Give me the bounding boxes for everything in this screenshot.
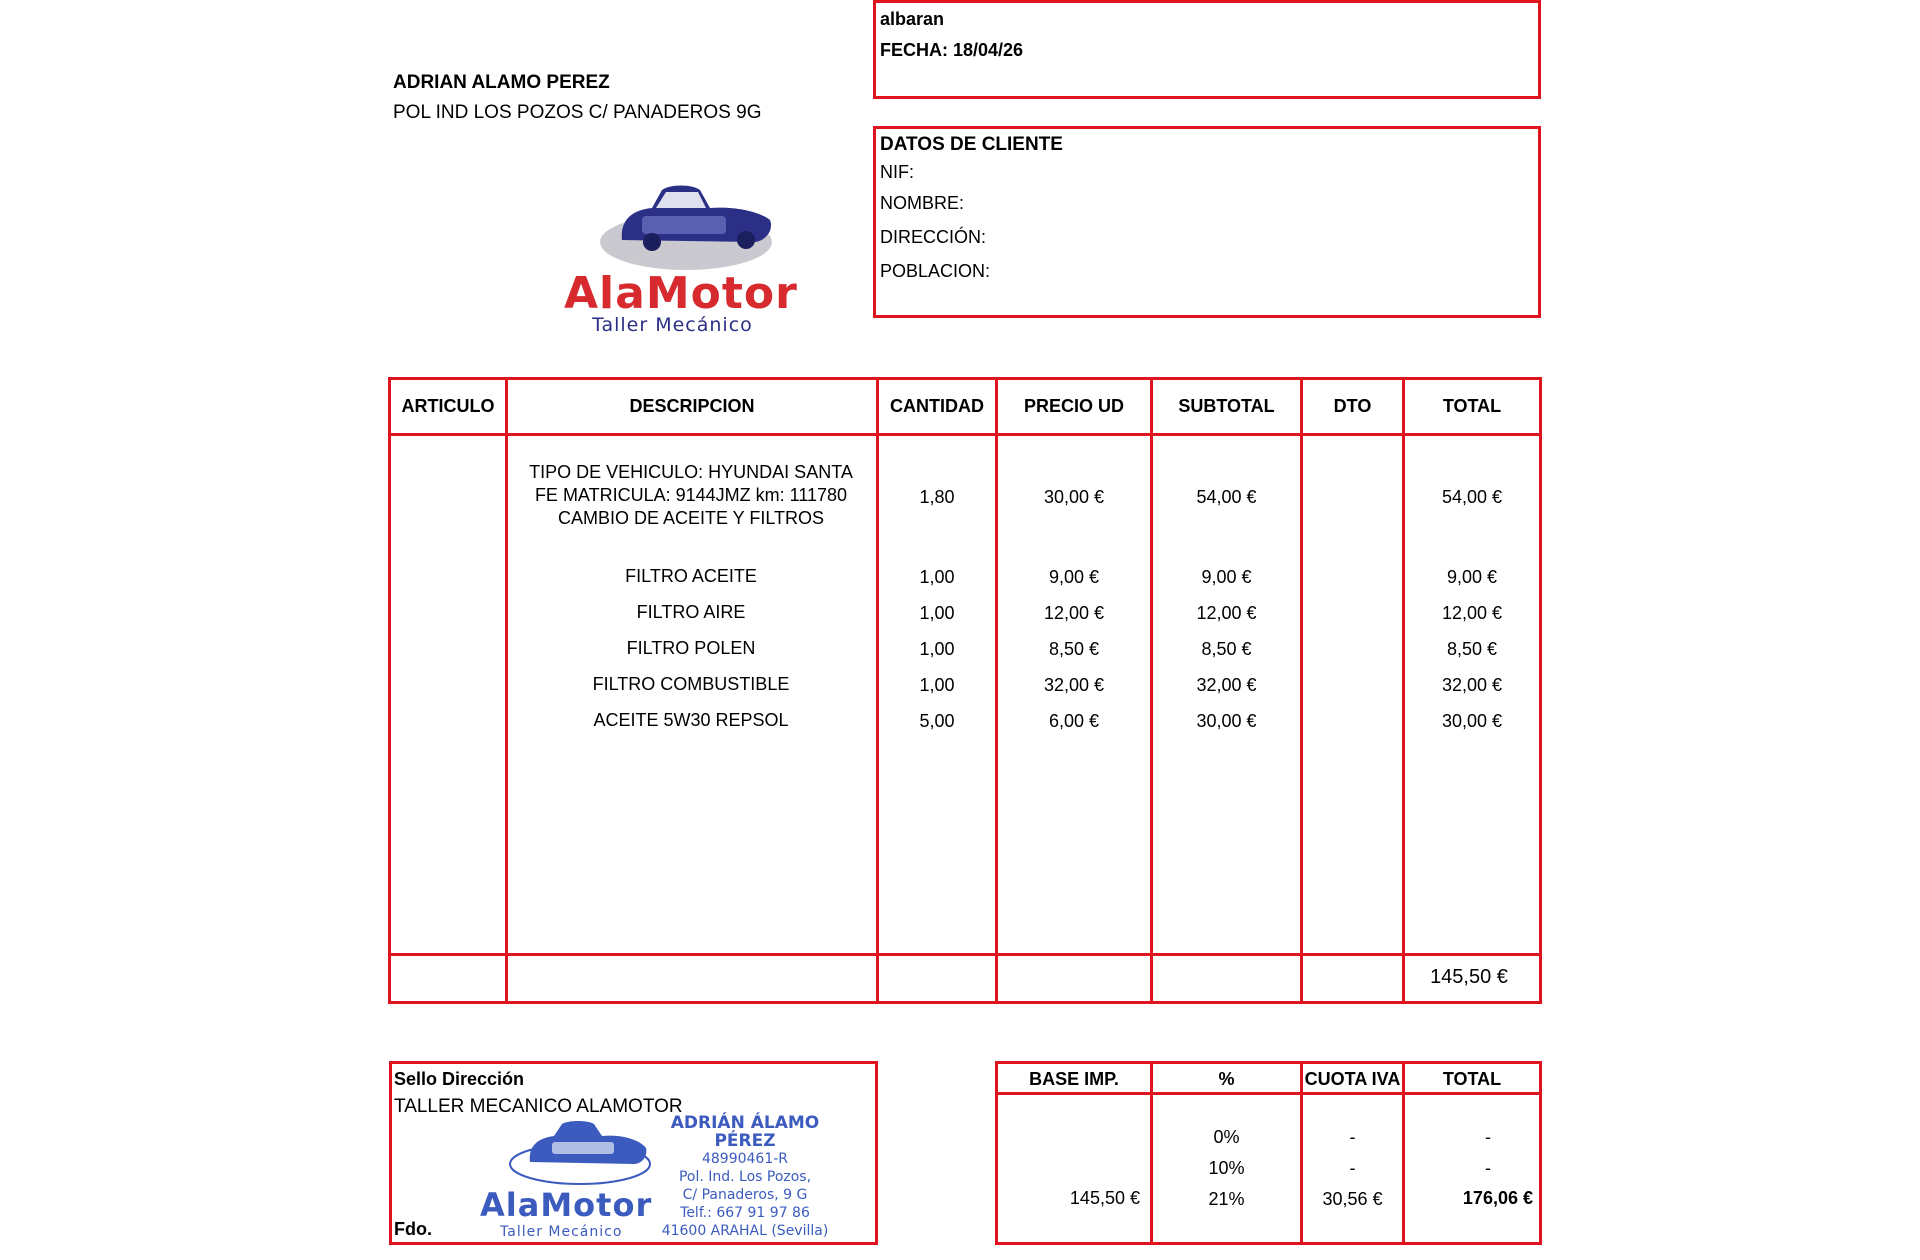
header-articulo: ARTICULO: [401, 396, 495, 416]
table-total-divider: [388, 953, 1542, 956]
issuer-name: ADRIAN ALAMO PEREZ: [393, 72, 610, 93]
car-icon: [560, 180, 820, 280]
table-sum-total: 145,50 €: [1430, 966, 1508, 988]
stamp-line: Telf.: 667 91 97 86: [680, 1205, 810, 1221]
row-subtotal: 54,00 €: [1196, 487, 1257, 507]
row-description: FILTRO ACEITE: [625, 566, 757, 586]
row-unit-price: 12,00 €: [1043, 603, 1105, 623]
stamp-line: ADRIÁN ÁLAMO PÉREZ: [670, 1113, 820, 1151]
tax-header-total: TOTAL: [1442, 1069, 1502, 1089]
stamp-line: 41600 ARAHAL (Sevilla): [661, 1223, 829, 1239]
grand-total: 176,06 €: [1462, 1188, 1533, 1208]
row-total: 8,50 €: [1446, 639, 1498, 659]
client-address-label: DIRECCIÓN:: [880, 227, 987, 247]
stamp-line: C/ Panaderos, 9 G: [682, 1187, 808, 1203]
header-cantidad: CANTIDAD: [890, 396, 984, 416]
header-descripcion: DESCRIPCION: [629, 396, 755, 416]
tax-header-divider: [995, 1092, 1542, 1095]
stamp-business-name: TALLER MECANICO ALAMOTOR: [394, 1096, 683, 1117]
tax-total: -: [1485, 1158, 1491, 1178]
tax-header-cuota: CUOTA IVA: [1304, 1069, 1401, 1089]
row-quantity: 1,00: [919, 603, 955, 623]
header-precio: PRECIO UD: [1023, 396, 1124, 416]
row-quantity: 1,80: [919, 487, 955, 507]
document-date: FECHA: 18/04/26: [880, 40, 1024, 60]
row-subtotal: 9,00 €: [1201, 567, 1252, 587]
stamp-brand: AlaMotor: [480, 1186, 653, 1224]
row-total: 30,00 €: [1441, 711, 1503, 731]
tax-cuota: -: [1349, 1158, 1356, 1178]
row-subtotal: 30,00 €: [1196, 711, 1257, 731]
row-description: FILTRO POLEN: [626, 638, 756, 658]
row-unit-price: 8,50 €: [1048, 639, 1100, 659]
row-description: ACEITE 5W30 REPSOL: [593, 710, 789, 730]
row-subtotal: 12,00 €: [1196, 603, 1257, 623]
tax-rate: 0%: [1213, 1127, 1240, 1147]
stamp-tagline: Taller Mecánico: [500, 1224, 623, 1240]
tax-rate: 21%: [1208, 1189, 1245, 1209]
row-quantity: 1,00: [919, 639, 955, 659]
tax-rate: 10%: [1208, 1158, 1245, 1178]
stamp-text-block: [655, 1114, 835, 1240]
row-quantity: 1,00: [919, 675, 955, 695]
tax-cuota: 30,56 €: [1322, 1189, 1383, 1209]
stamp-title: Sello Dirección: [394, 1069, 525, 1089]
row-unit-price: 6,00 €: [1048, 711, 1100, 731]
table-row-description: [508, 461, 874, 530]
car-icon: [500, 1118, 660, 1188]
signature-label: Fdo.: [394, 1219, 432, 1239]
client-nif-label: NIF:: [880, 162, 914, 182]
issuer-address: POL IND LOS POZOS C/ PANADEROS 9G: [393, 102, 762, 123]
header-subtotal: SUBTOTAL: [1178, 396, 1275, 416]
row-description: FILTRO COMBUSTIBLE: [592, 674, 790, 694]
row-quantity: 5,00: [919, 711, 955, 731]
description-line: FE MATRICULA: 9144JMZ km: 111780: [534, 485, 848, 505]
row-description: FILTRO AIRE: [636, 602, 746, 622]
client-name-label: NOMBRE:: [880, 193, 965, 213]
header-total: TOTAL: [1442, 396, 1502, 416]
row-total: 54,00 €: [1441, 487, 1503, 507]
description-line: CAMBIO DE ACEITE Y FILTROS: [557, 508, 825, 528]
header-dto: DTO: [1333, 396, 1372, 416]
document-type: albaran: [880, 9, 945, 29]
logo-tagline: Taller Mecánico: [592, 314, 753, 336]
tax-header-rate: %: [1218, 1069, 1235, 1089]
stamp-line: 48990461-R: [701, 1151, 789, 1167]
row-unit-price: 9,00 €: [1048, 567, 1100, 587]
tax-cuota: -: [1349, 1127, 1356, 1147]
row-quantity: 1,00: [919, 567, 955, 587]
client-title: DATOS DE CLIENTE: [880, 134, 1063, 155]
company-logo: [560, 180, 820, 335]
description-line: TIPO DE VEHICULO: HYUNDAI SANTA: [529, 462, 853, 482]
row-unit-price: 32,00 €: [1043, 675, 1105, 695]
company-stamp: [470, 1113, 840, 1242]
tax-header-base: BASE IMP.: [1029, 1069, 1119, 1089]
row-unit-price: 30,00 €: [1043, 487, 1105, 507]
row-total: 32,00 €: [1441, 675, 1503, 695]
tax-total: -: [1485, 1127, 1491, 1147]
tax-base-value: 145,50 €: [1069, 1188, 1140, 1208]
row-total: 9,00 €: [1446, 567, 1498, 587]
row-total: 12,00 €: [1441, 603, 1503, 623]
row-subtotal: 32,00 €: [1196, 675, 1257, 695]
logo-brand: AlaMotor: [564, 268, 798, 319]
table-header-divider: [388, 433, 1542, 436]
column-divider: [1300, 377, 1303, 1004]
stamp-line: Pol. Ind. Los Pozos,: [678, 1169, 812, 1185]
row-subtotal: 8,50 €: [1201, 639, 1252, 659]
client-city-label: POBLACION:: [880, 261, 991, 281]
